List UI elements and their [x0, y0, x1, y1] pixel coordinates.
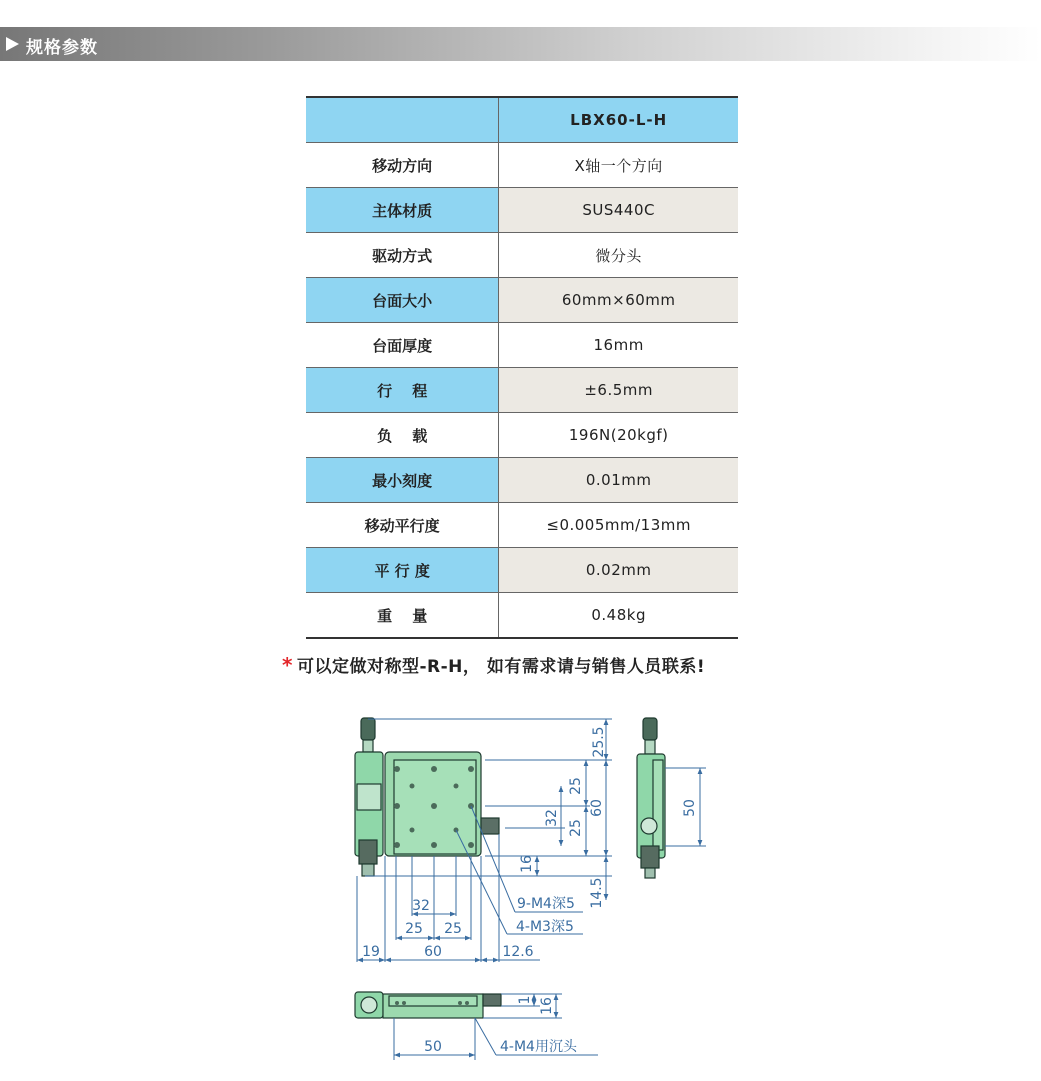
dim-50-vertical: 50: [682, 799, 698, 817]
hole: [431, 842, 437, 848]
dim-25-5: 25.5: [591, 726, 607, 758]
asterisk-icon: *: [282, 653, 293, 677]
hole: [394, 766, 400, 772]
right-side-view: [637, 718, 665, 878]
dim-25-lower: 25: [568, 819, 584, 837]
micrometer-clamp: [357, 784, 381, 810]
front-view: [355, 992, 501, 1018]
note-text: 可以定做对称型-R-H， 如有需求请与销售人员联系!: [296, 657, 706, 677]
row-value: X轴一个方向: [574, 156, 663, 175]
hole: [468, 766, 474, 772]
row-label: 重 量: [306, 593, 499, 639]
model-name: LBX60-L-H: [499, 97, 738, 143]
dim-16-vertical: 16: [519, 855, 535, 873]
row-value: ±6.5mm: [499, 368, 738, 413]
hole: [410, 784, 415, 789]
callout-4-m3: 4-M3深5: [516, 919, 574, 935]
dim-50-horizontal: 50: [424, 1039, 442, 1055]
side-knob-top: [643, 718, 657, 740]
row-value: 微分头: [595, 246, 642, 265]
row-value: 0.48kg: [591, 606, 646, 624]
dim-32-horizontal: 32: [412, 898, 430, 914]
dim-60-vertical: 60: [589, 799, 605, 817]
row-value: ≤0.005mm/13mm: [546, 516, 691, 534]
hole: [431, 803, 437, 809]
row-label: 驱动方式: [306, 233, 499, 278]
dim-25-left: 25: [405, 921, 423, 937]
top-view: [355, 718, 499, 876]
front-knob: [483, 994, 501, 1006]
callout-4-m4-countersunk: 4-M4用沉头: [500, 1039, 577, 1055]
hole: [454, 784, 459, 789]
row-label: 移动平行度: [306, 503, 499, 548]
front-stage-top: [389, 996, 477, 1006]
dim-14-5: 14.5: [589, 877, 605, 909]
side-end: [645, 868, 655, 878]
row-label: 主体材质: [306, 188, 499, 233]
micrometer-knob-top: [361, 718, 375, 740]
hole: [394, 842, 400, 848]
hole: [465, 1001, 469, 1005]
hole: [431, 766, 437, 772]
row-label: 台面厚度: [306, 323, 499, 368]
section-title: 规格参数: [26, 38, 98, 58]
hole: [394, 803, 400, 809]
micrometer-thimble: [359, 840, 377, 864]
dim-19: 19: [362, 944, 380, 960]
dim-25-upper: 25: [568, 777, 584, 795]
side-neck: [645, 740, 655, 754]
callout-9-m4: 9-M4深5: [517, 896, 575, 912]
row-value: 60mm×60mm: [499, 278, 738, 323]
hole: [402, 1001, 406, 1005]
micrometer-end: [362, 864, 374, 876]
row-label: 台面大小: [306, 278, 499, 323]
dim-1: 1: [517, 995, 533, 1005]
side-plate: [653, 760, 663, 850]
row-label: 移动方向: [306, 143, 499, 188]
dim-25-right: 25: [444, 921, 462, 937]
dim-32-vertical: 32: [544, 809, 560, 827]
row-label: 行 程: [306, 368, 499, 413]
front-micrometer-knob: [361, 997, 377, 1013]
side-thimble: [641, 846, 659, 868]
hole: [468, 842, 474, 848]
micrometer-neck: [363, 740, 373, 752]
row-value: 0.01mm: [499, 458, 738, 503]
row-value: 0.02mm: [499, 548, 738, 593]
dim-60-horizontal: 60: [424, 944, 442, 960]
row-label: 平 行 度: [306, 548, 499, 593]
side-knob: [481, 818, 499, 834]
row-value: 16mm: [593, 336, 644, 354]
hole: [458, 1001, 462, 1005]
hole: [410, 828, 415, 833]
row-value: SUS440C: [499, 188, 738, 233]
row-value: 196N(20kgf): [568, 426, 669, 444]
row-label: 负 载: [306, 413, 499, 458]
dim-16-side: 16: [539, 997, 555, 1015]
dim-12-6: 12.6: [502, 944, 534, 960]
hole: [395, 1001, 399, 1005]
side-clamp-knob: [641, 818, 657, 834]
row-label: 最小刻度: [306, 458, 499, 503]
